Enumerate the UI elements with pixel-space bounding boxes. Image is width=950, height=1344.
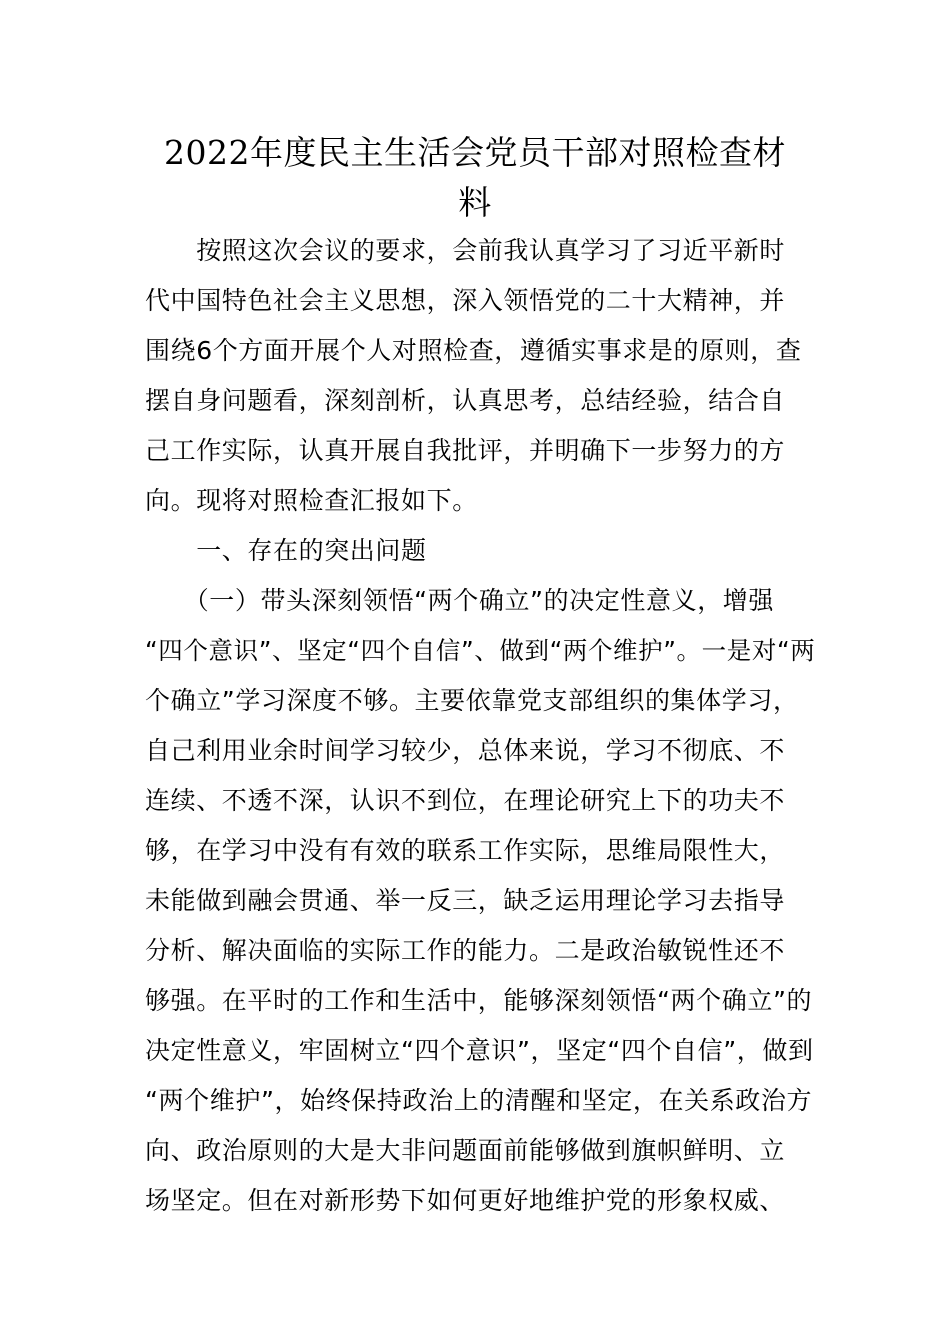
body-line-10: 个确立”学习深度不够。主要依靠党支部组织的集体学习，	[145, 686, 799, 715]
body-line-8: （一）带头深刻领悟“两个确立”的决定性意义，增强	[145, 586, 775, 615]
body-line-6: 向。现将对照检查汇报如下。	[145, 486, 478, 515]
body-line-13: 够，在学习中没有有效的联系工作实际，思维局限性大，	[145, 836, 786, 865]
body-line-5: 己工作实际，认真开展自我批评，并明确下一步努力的方	[145, 436, 786, 465]
body-line-1: 按照这次会议的要求，会前我认真学习了习近平新时	[145, 236, 786, 265]
body-line-18: “两个维护”，始终保持政治上的清醒和坚定，在关系政治方	[145, 1086, 813, 1115]
body-line-19: 向、政治原则的大是大非问题面前能够做到旗帜鲜明、立	[145, 1136, 786, 1165]
body-line-2: 代中国特色社会主义思想，深入领悟党的二十大精神，并	[145, 286, 786, 315]
body-line-15: 分析、解决面临的实际工作的能力。二是政治敏锐性还不	[145, 936, 786, 965]
body-line-3: 围绕6个方面开展个人对照检查，遵循实事求是的原则，查	[145, 336, 802, 365]
body-line-11: 自己利用业余时间学习较少，总体来说，学习不彻底、不	[145, 736, 786, 765]
body-line-9: “四个意识”、坚定“四个自信”、做到“两个维护”。一是对“两	[145, 636, 816, 665]
body-line-16: 够强。在平时的工作和生活中，能够深刻领悟“两个确立”的	[145, 986, 813, 1015]
body-line-20: 场坚定。但在对新形势下如何更好地维护党的形象权威、	[145, 1186, 786, 1215]
body-line-17: 决定性意义，牢固树立“四个意识”，坚定“四个自信”，做到	[145, 1036, 814, 1065]
body-line-4: 摆自身问题看，深刻剖析，认真思考，总结经验，结合自	[145, 386, 786, 415]
document-title-line-2: 料	[458, 183, 492, 222]
document-title-line-1: 2022年度民主生活会党员干部对照检查材	[164, 133, 786, 172]
body-line-12: 连续、不透不深，认识不到位，在理论研究上下的功夫不	[145, 786, 786, 815]
body-line-14: 未能做到融会贯通、举一反三，缺乏运用理论学习去指导	[145, 886, 786, 915]
section-heading-1: 一、存在的突出问题	[145, 536, 427, 565]
